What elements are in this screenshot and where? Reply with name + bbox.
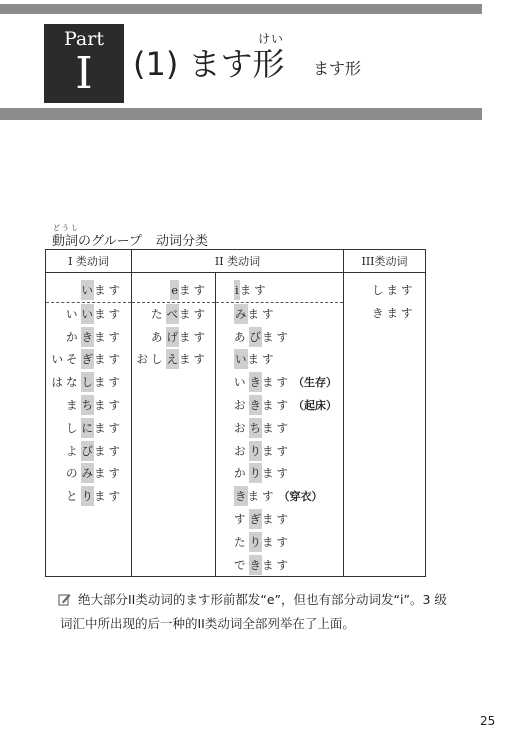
verb-row [132,348,215,371]
group1-column [46,273,131,508]
verb-row [216,326,343,349]
verb-prefix: お [234,397,249,412]
verb-row: きます [372,305,416,320]
verb-stem-highlight: り [249,532,263,552]
verb-prefix: と [66,489,81,504]
verb-stem-highlight: げ [166,327,180,347]
verb-prefix: の [66,466,81,481]
verb-stem-highlight: e [170,280,179,300]
verb-suffix: ます [247,352,277,367]
verb-prefix: いそ [51,352,81,367]
verb-row [132,303,215,326]
verb-row [132,279,215,303]
verb-row [216,279,343,303]
verb-suffix: ます [179,306,208,321]
verb-suffix: ます [262,557,291,572]
verb-prefix: あ [151,329,166,344]
section-title-zh: 动词分类 [155,234,208,249]
verb-stem-highlight: き [249,555,263,575]
verb-suffix: ます [262,511,291,526]
verb-row [46,394,131,417]
verb-row [216,485,343,508]
verb-suffix: ます [262,397,291,412]
verb-stem-highlight: き [81,327,95,347]
verb-prefix: い [66,306,81,321]
verb-suffix: ます [94,329,123,344]
verb-prefix: で [234,557,249,572]
verb-prefix: ま [66,397,81,412]
part-number: I [75,48,93,99]
verb-row [46,417,131,440]
verb-stem-highlight: き [234,486,248,506]
verb-stem-highlight: り [249,463,263,483]
verb-row [216,394,343,417]
verb-prefix: お [234,420,249,435]
verb-suffix: ます [94,306,123,321]
verb-row [216,303,343,326]
verb-prefix: し [66,420,81,435]
group2i-column [216,273,343,576]
verb-stem-highlight: き [249,372,263,392]
verb-stem-highlight: ち [249,418,263,438]
verb-row [216,508,343,531]
verb-prefix: か [66,329,81,344]
verb-suffix: ます [239,283,269,297]
verb-stem-highlight: え [166,349,180,369]
verb-row [216,417,343,440]
verb-suffix: ます [94,283,123,297]
verb-row [46,303,131,326]
verb-stem-highlight: べ [166,304,180,324]
verb-suffix: ます [94,466,123,481]
verb-suffix: ます [262,420,291,435]
verb-suffix: ます [262,375,291,390]
verb-suffix: ます [179,352,208,367]
verb-row [216,440,343,463]
group3-column [344,273,425,325]
section-title [52,230,208,249]
verb-stem-highlight: i [234,280,240,300]
verb-stem-highlight: ち [81,395,95,415]
verb-row [216,348,343,371]
verb-stem-highlight: み [234,304,248,324]
verb-prefix: はな [51,375,81,390]
verb-suffix: ます [94,420,123,435]
verb-row [46,462,131,485]
verb-stem-highlight: り [249,441,263,461]
verb-suffix: ます [179,283,208,297]
note-icon [58,593,71,606]
verb-row [216,462,343,485]
verb-suffix: ます [94,443,123,458]
verb-suffix: ます [262,329,291,344]
page-title: (1) ます形 [133,45,285,83]
verb-stem-highlight: ぎ [249,509,263,529]
verb-row [132,326,215,349]
verb-stem-highlight: い [81,280,95,300]
verb-stem-highlight: き [249,395,263,415]
verb-meaning: （生存） [293,376,337,390]
verb-prefix: た [151,306,166,321]
header-group1: I 类动词 [46,250,132,273]
verb-prefix: す [234,511,249,526]
verb-stem-highlight: い [234,349,248,369]
verb-row [46,485,131,508]
verb-prefix: か [234,466,249,481]
verb-suffix: ます [247,489,277,504]
verb-suffix: ます [262,534,291,549]
verb-stem-highlight: り [81,486,95,506]
note-line-2: 词汇中所出现的后一种的II类动词全部列举在了上面。 [60,616,355,631]
verb-stem-highlight: み [81,463,95,483]
page-number: 25 [480,714,496,728]
section-title-ja: 動詞のグループ [52,234,142,249]
verb-group-table [45,249,426,577]
top-band [0,4,482,14]
verb-row [46,440,131,463]
verb-suffix: ます [94,352,123,367]
group2e-column [132,273,215,371]
part-badge [44,24,124,103]
verb-prefix: い [234,375,249,390]
verb-stem-highlight: に [81,418,95,438]
verb-prefix: おし [136,352,166,367]
header-group3: III类动词 [344,250,426,273]
verb-row [46,371,131,394]
note-line-1: 绝大部分II类动词的ます形前都发“e”，但也有部分动词发“i”。3 级 [78,592,447,607]
verb-stem-highlight: び [249,327,263,347]
verb-meaning: （起床） [293,398,337,412]
header-group2: II 类动词 [132,250,344,273]
page-subtitle: ます形 [313,59,362,78]
bottom-band [0,108,482,120]
verb-stem-highlight: び [81,441,95,461]
verb-stem-highlight: ぎ [81,349,95,369]
verb-prefix: あ [234,329,249,344]
section-ruby: どうし [53,224,80,232]
verb-stem-highlight: い [81,304,95,324]
note-box [58,588,488,636]
verb-suffix: ます [94,397,123,412]
verb-prefix: た [234,534,249,549]
verb-row [46,279,131,303]
part-word: Part [64,28,104,50]
verb-suffix: ます [94,489,123,504]
verb-row [46,326,131,349]
verb-row [216,371,343,394]
verb-row [216,554,343,577]
verb-suffix: ます [179,329,208,344]
verb-suffix: ます [94,375,123,390]
verb-stem-highlight: し [81,372,95,392]
verb-suffix: ます [262,443,291,458]
verb-suffix: ます [262,466,291,481]
verb-meaning: （穿衣） [278,490,323,504]
verb-prefix: よ [66,443,81,458]
verb-row [216,531,343,554]
verb-row: します [372,283,416,297]
verb-prefix: お [234,443,249,458]
verb-row [46,348,131,371]
title-ruby: けい [258,32,285,46]
verb-suffix: ます [247,306,277,321]
